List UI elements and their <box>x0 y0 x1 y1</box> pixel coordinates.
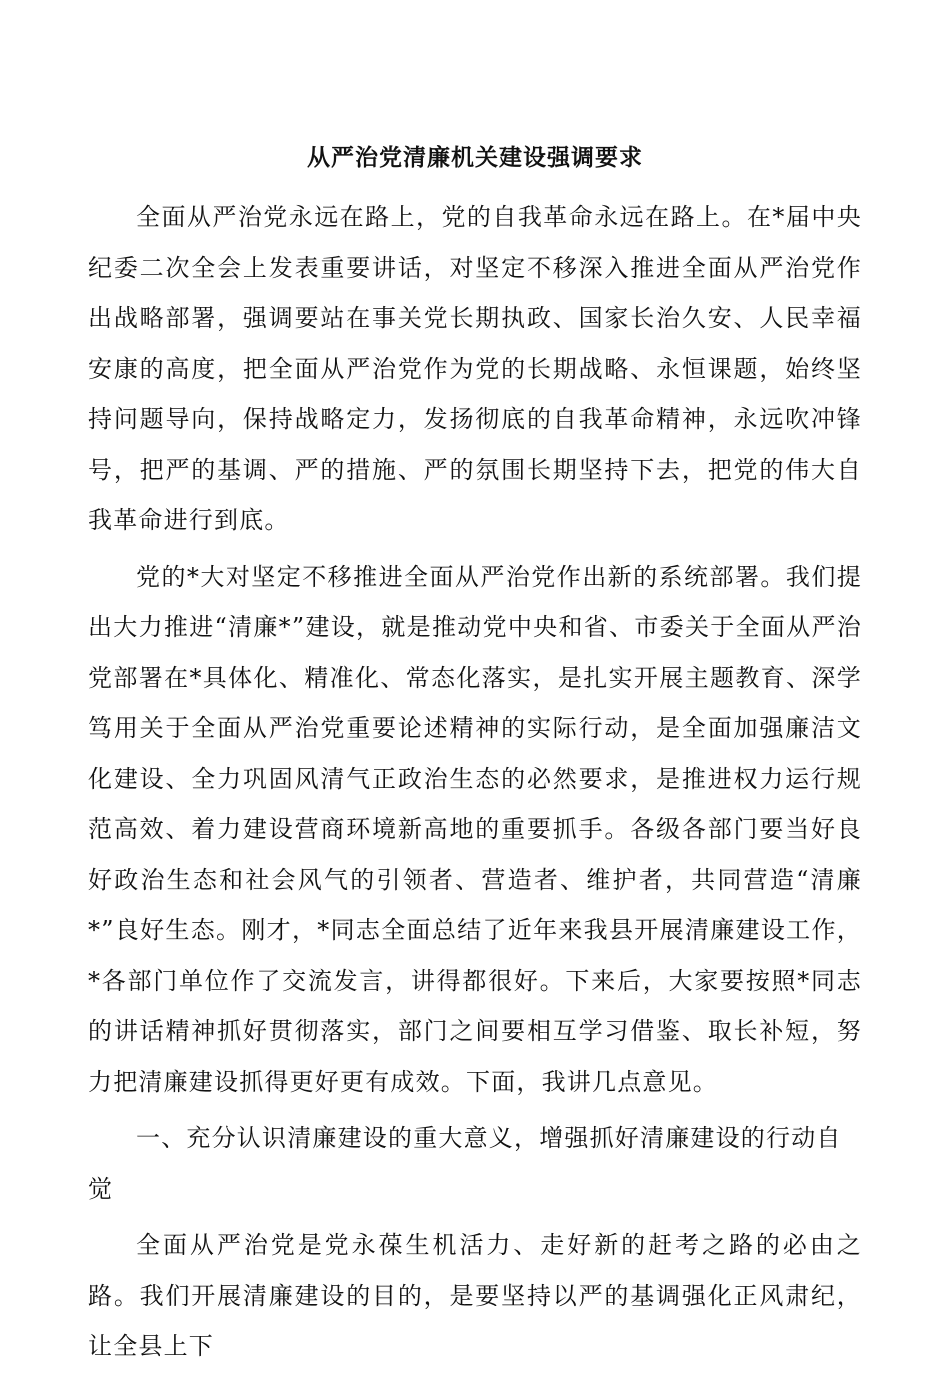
section-1-paragraph: 全面从严治党是党永葆生机活力、走好新的赶考之路的必由之路。我们开展清廉建设的目的，是要坚持以严的基调强化正风肃纪，让全县上下 <box>88 1231 862 1360</box>
document-page <box>88 138 862 1378</box>
section-heading-1: 一、充分认识清廉建设的重大意义，增强抓好清廉建设的行动自觉 <box>88 1124 842 1203</box>
body-paragraph-1: 全面从严治党永远在路上，党的自我革命永远在路上。在*届中央纪委二次全会上发表重要讲话，对坚定不移深入推进全面从严治党作出战略部署，强调要站在事关党长期执政、国家长治久安、人民幸福安康的高度，把全面从严治党作为党的长期战略、永恒课题，始终坚持问题导向，保持战略定力，发扬彻底的自我革命精神，永远吹冲锋号，把严的基调、严的措施、严的氛围长期坚持下去，把党的伟大自我革命进行到底。 <box>88 203 862 534</box>
body-paragraph-2: 党的*大对坚定不移推进全面从严治党作出新的系统部署。我们提出大力推进“清廉*”建设，就是推动党中央和省、市委关于全面从严治党部署在*具体化、精准化、常态化落实，是扎实开展主题教育、深学笃用关于全面从严治党重要论述精神的实际行动，是全面加强廉洁文化建设、全力巩固风清气正政治生态的必然要求，是推进权力运行规范高效、着力建设营商环境新高地的重要抓手。各级各部门要当好良好政治生态和社会风气的引领者、营造者、维护者，共同营造“清廉*”良好生态。刚才，*同志全面总结了近年来我县开展清廉建设工作，*各部门单位作了交流发言，讲得都很好。下来后，大家要按照*同志的讲话精神抓好贯彻落实，部门之间要相互学习借鉴、取长补短，努力把清廉建设抓得更好更有成效。下面，我讲几点意见。 <box>88 562 862 1096</box>
document-title: 从严治党清廉机关建设强调要求 <box>307 144 643 171</box>
